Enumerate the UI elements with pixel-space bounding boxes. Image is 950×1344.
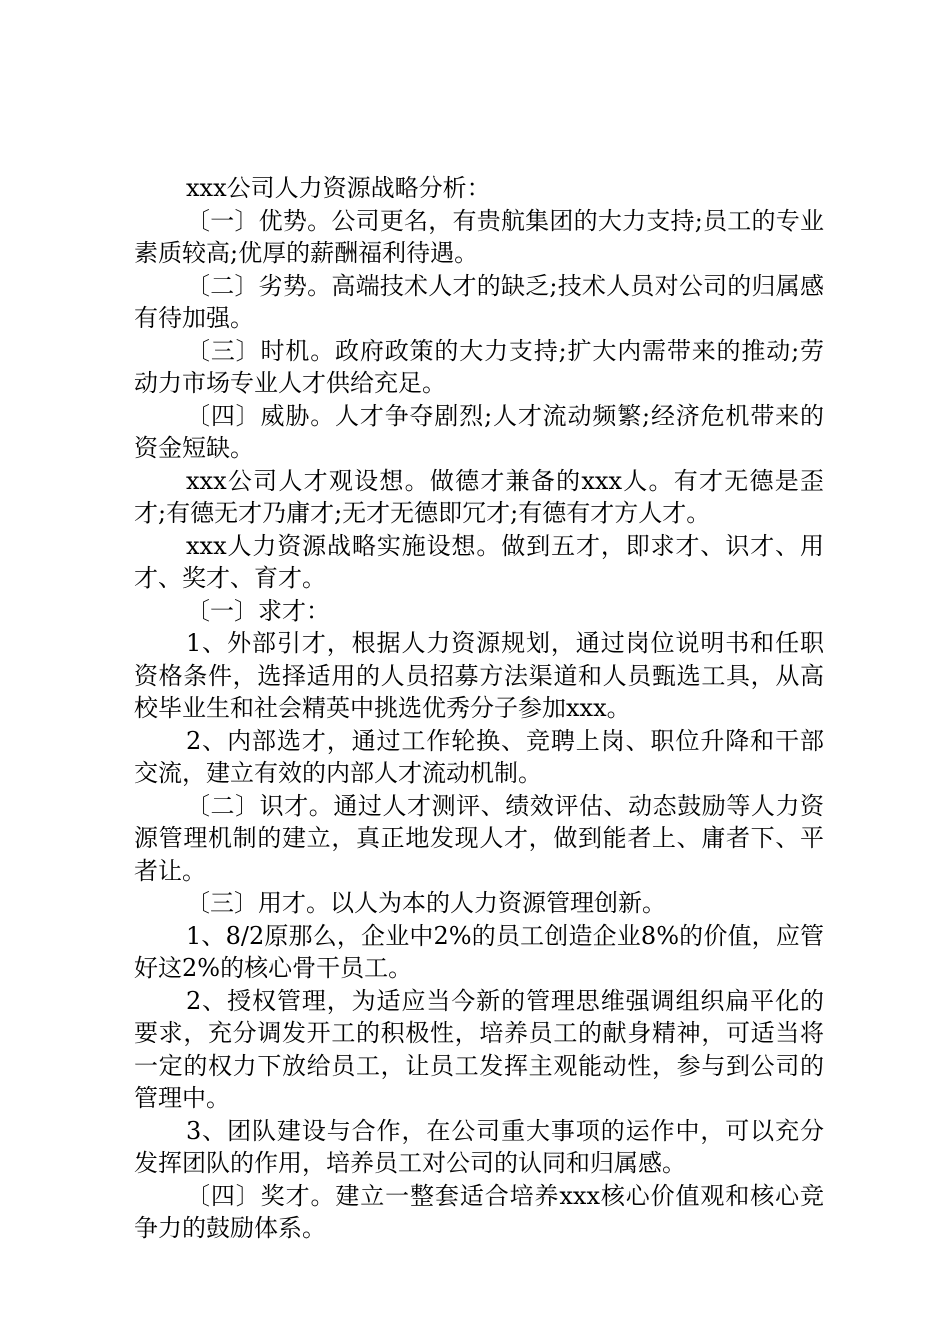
- paragraph-strengths: 〔一〕优势。公司更名，有贵航集团的大力支持;员工的专业素质较高;优厚的薪酬福利待遇。: [134, 206, 824, 267]
- paragraph-threats: 〔四〕威胁。人才争夺剧烈;人才流动频繁;经济危机带来的资金短缺。: [134, 401, 824, 462]
- document-body: [134, 172, 824, 1245]
- paragraph-opportunities: 〔三〕时机。政府政策的大力支持;扩大内需带来的推动;劳动力市场专业人才供给充足。: [134, 336, 824, 397]
- paragraph-strategy-plan: xxx人力资源战略实施设想。做到五才，即求才、识才、用才、奖才、育才。: [134, 531, 824, 592]
- paragraph-weaknesses: 〔二〕劣势。高端技术人才的缺乏;技术人员对公司的归属感有待加强。: [134, 271, 824, 332]
- paragraph-pareto-rule: 1、8/2原那么，企业中2%的员工创造企业8%的价值，应管好这2%的核心骨干员工。: [134, 921, 824, 982]
- paragraph-use-talent: 〔三〕用才。以人为本的人力资源管理创新。: [186, 889, 666, 917]
- paragraph-reward-talent: 〔四〕奖才。建立一整套适合培养xxx核心价值观和核心竞争力的鼓励体系。: [134, 1181, 824, 1242]
- paragraph-internal-select: 2、内部选才，通过工作轮换、竞聘上岗、职位升降和干部交流，建立有效的内部人才流动机制。: [134, 726, 824, 787]
- paragraph-teamwork: 3、团队建设与合作，在公司重大事项的运作中，可以充分发挥团队的作用，培养员工对公司的认同和归属感。: [134, 1116, 824, 1177]
- paragraph-heading-analysis: xxx公司人力资源战略分析：: [186, 174, 491, 202]
- paragraph-delegation: 2、授权管理，为适应当今新的管理思维强调组织扁平化的要求，充分调发开工的积极性，培养员工的献身精神，可适当将一定的权力下放给员工，让员工发挥主观能动性，参与到公司的管理中。: [134, 986, 824, 1112]
- paragraph-talent-view: xxx公司人才观设想。做德才兼备的xxx人。有才无德是歪才;有德无才乃庸才;无才无德即冗才;有德有才方人才。: [134, 466, 824, 527]
- paragraph-external-recruit: 1、外部引才，根据人力资源规划，通过岗位说明书和任职资格条件，选择适用的人员招募方法渠道和人员甄选工具，从高校毕业生和社会精英中挑选优秀分子参加xxx。: [134, 629, 824, 722]
- paragraph-identify-talent: 〔二〕识才。通过人才测评、绩效评估、动态鼓励等人力资源管理机制的建立，真正地发现人才，做到能者上、庸者下、平者让。: [134, 791, 824, 885]
- paragraph-seek-talent-heading: 〔一〕求才：: [186, 596, 330, 625]
